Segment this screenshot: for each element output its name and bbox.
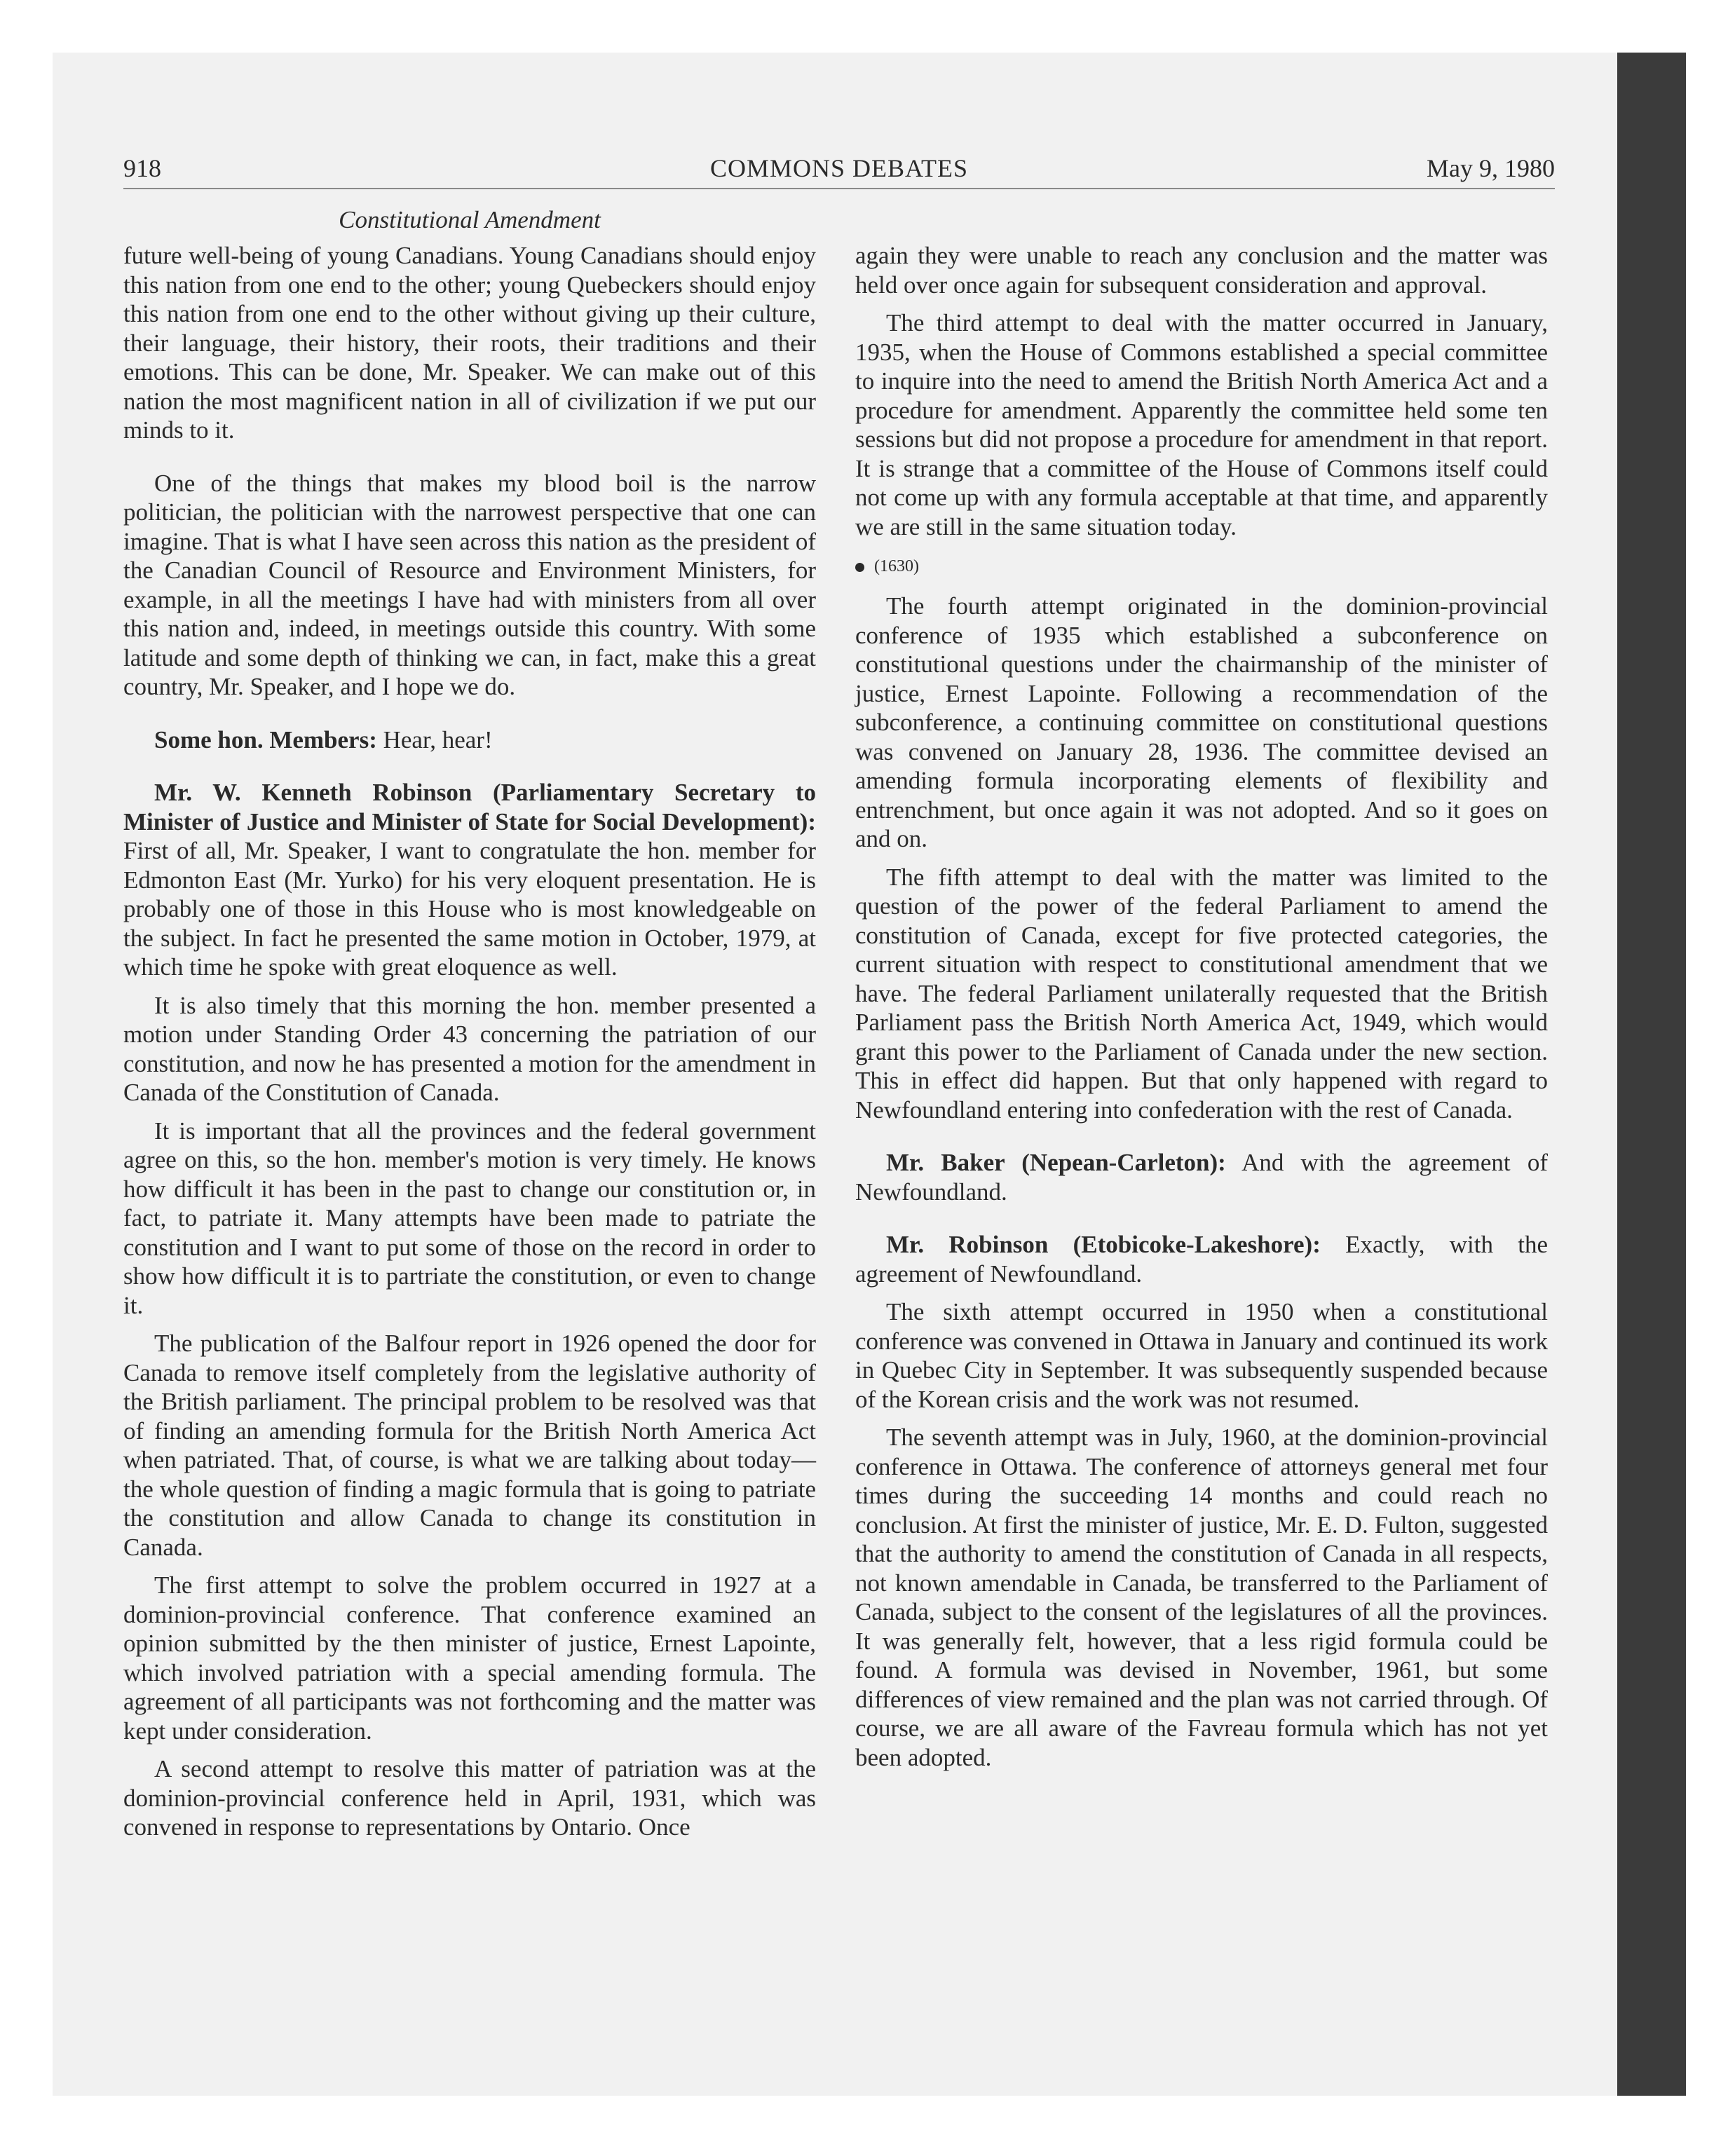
speaker-name: Mr. Baker (Nepean-Carleton): bbox=[886, 1149, 1226, 1176]
right-column bbox=[855, 241, 1548, 1781]
paragraph: future well-being of young Canadians. Young Canadians should enjoy this nation from one end to the other; young Quebeckers should enjoy this nation from one end to the other without giving up their culture, their language, their history, their roots, their traditions and their emotions. This can be done, Mr. Speaker. We can make out of this nation the most magnificent nation in all of civilization if we put our minds to it. bbox=[123, 242, 816, 444]
paragraph: A second attempt to resolve this matter of patriation was at the dominion-provincial conference held in April, 1931, which was convened in response to representations by Ontario. Once bbox=[123, 1755, 816, 1841]
speech-entry bbox=[855, 1148, 1548, 1206]
speech-text: And with the agreement of Newfoundland. bbox=[855, 1149, 1548, 1206]
paragraph: The fourth attempt originated in the dominion-provincial conference of 1935 which established a subconference on constitutional questions under the chairmanship of the minister of justice, Ernest Lapointe. Following a recommendation of the subconference, a continuing committee on constitutional questions was convened on January 28, 1936. The committee devised an amending formula incorporating elements of flexibility and entrenchment, but once again it was not adopted. And so it goes on and on. bbox=[855, 592, 1548, 852]
speech-text: Hear, hear! bbox=[376, 725, 493, 753]
page-header bbox=[123, 153, 1555, 189]
speaker-name: Mr. Robinson (Etobicoke-Lakeshore): bbox=[886, 1231, 1321, 1258]
bullet-icon bbox=[855, 563, 864, 572]
paragraph: The publication of the Balfour report in 1926 opened the door for Canada to remove itself completely from the legislative authority of the British parliament. The principal problem to be resolved was that of finding an amending formula for the British North America Act when patriated. That, of course, is what we are talking about today—the whole question of finding a magic formula that is going to patriate the constitution and allow Canada to change its constitution in Canada. bbox=[123, 1330, 816, 1561]
paragraph: The third attempt to deal with the matter occurred in January, 1935, when the House of Commons established a special committee to inquire into the need to amend the British North America Act and a procedure for amendment. Apparently the committee held some ten sessions but did not propose a procedure for amendment in that report. It is strange that a committee of the House of Commons itself could not come up with any formula acceptable at that time, and apparently we are still in the same situation today. bbox=[855, 309, 1548, 540]
time-marker-text: (1630) bbox=[874, 557, 919, 575]
paragraph: The sixth attempt occurred in 1950 when a constitutional conference was convened in Ottawa in January and continued its work in Quebec City in September. It was subsequently suspended because of the Korean crisis and the work was not resumed. bbox=[855, 1298, 1548, 1413]
speaker-name: Mr. W. Kenneth Robinson (Parliamentary Secretary to Minister of Justice and Minister of State for Social Development): bbox=[123, 779, 816, 835]
paragraph: It is also timely that this morning the hon. member presented a motion under Standing Order 43 concerning the patriation of our constitution, and now he has presented a motion for the amendment in Canada of the Constitution of Canada. bbox=[123, 991, 816, 1106]
section-title: Constitutional Amendment bbox=[339, 206, 601, 233]
paragraph: One of the things that makes my blood boil is the narrow politician, the politician with the narrowest perspective that one can imagine. That is what I have seen across this nation as the president of the Canadian Council of Resource and Environment Ministers, for example, in all the meetings I have had with ministers from all over this nation and, indeed, in meetings outside this country. With some latitude and some depth of thinking we can, in fact, make this a great country, Mr. Speaker, and I hope we do. bbox=[123, 469, 816, 700]
time-marker bbox=[855, 551, 1548, 582]
paragraph: The seventh attempt was in July, 1960, at the dominion-provincial conference in Ottawa. The conference of attorneys general met four times during the succeeding 14 months and could reach no conclusion. At first the minister of justice, Mr. E. D. Fulton, suggested that the authority to amend the constitution of Canada in all respects, not known amendable in Canada, be transferred to the Parliament of Canada, subject to the consent of the legislatures of all the provinces. It was generally felt, however, that a less rigid formula could be found. A formula was devised in November, 1961, but some differences of view remained and the plan was not carried through. Of course, we are all aware of the Favreau formula which has not yet been adopted. bbox=[855, 1424, 1548, 1771]
scan-edge-shadow bbox=[1617, 53, 1686, 2096]
paragraph: again they were unable to reach any conclusion and the matter was held over once again for subsequent consideration and approval. bbox=[855, 242, 1548, 299]
speaker-name: Some hon. Members: bbox=[154, 725, 377, 753]
paragraph: The first attempt to solve the problem occurred in 1927 at a dominion-provincial conference. That conference examined an opinion submitted by the then minister of justice, Ernest Lapointe, which involved patriation with a special amending formula. The agreement of all participants was not forthcoming and the matter was kept under consideration. bbox=[123, 1571, 816, 1745]
speech-entry bbox=[123, 778, 816, 982]
page-number: 918 bbox=[123, 154, 161, 182]
speech-text: First of all, Mr. Speaker, I want to congratulate the hon. member for Edmonton East (Mr. Yurko) for his very eloquent presentation. He is probably one of those in this House who is most knowledgeable on the subject. In fact he presented the same motion in October, 1979, at which time he spoke with great eloquence as well. bbox=[123, 837, 816, 981]
left-column bbox=[123, 241, 816, 1851]
speech-text: Exactly, with the agreement of Newfoundland. bbox=[855, 1231, 1548, 1288]
issue-date: May 9, 1980 bbox=[1427, 154, 1555, 182]
paragraph: The fifth attempt to deal with the matter was limited to the question of the power of the federal Parliament to amend the constitution of Canada, except for five protected categories, the current situation with respect to constitutional amendment that we have. The federal Parliament unilaterally requested that the British Parliament pass the British North America Act, 1949, which would grant this power to the Parliament of Canada under the new section. This in effect did happen. But that only happened with regard to Newfoundland entering into confederation with the rest of Canada. bbox=[855, 863, 1548, 1124]
speech-entry bbox=[123, 725, 816, 755]
speech-entry bbox=[855, 1230, 1548, 1288]
paragraph: It is important that all the provinces and the federal government agree on this, so the hon. member's motion is very timely. He knows how difficult it has been in the past to change our constitution or, in fact, to patriate it. Many attempts have been made to patriate the constitution and I want to put some of those on the record in order to show how difficult it is to partriate the constitution, or even to change it. bbox=[123, 1117, 816, 1319]
journal-title: COMMONS DEBATES bbox=[709, 154, 969, 182]
